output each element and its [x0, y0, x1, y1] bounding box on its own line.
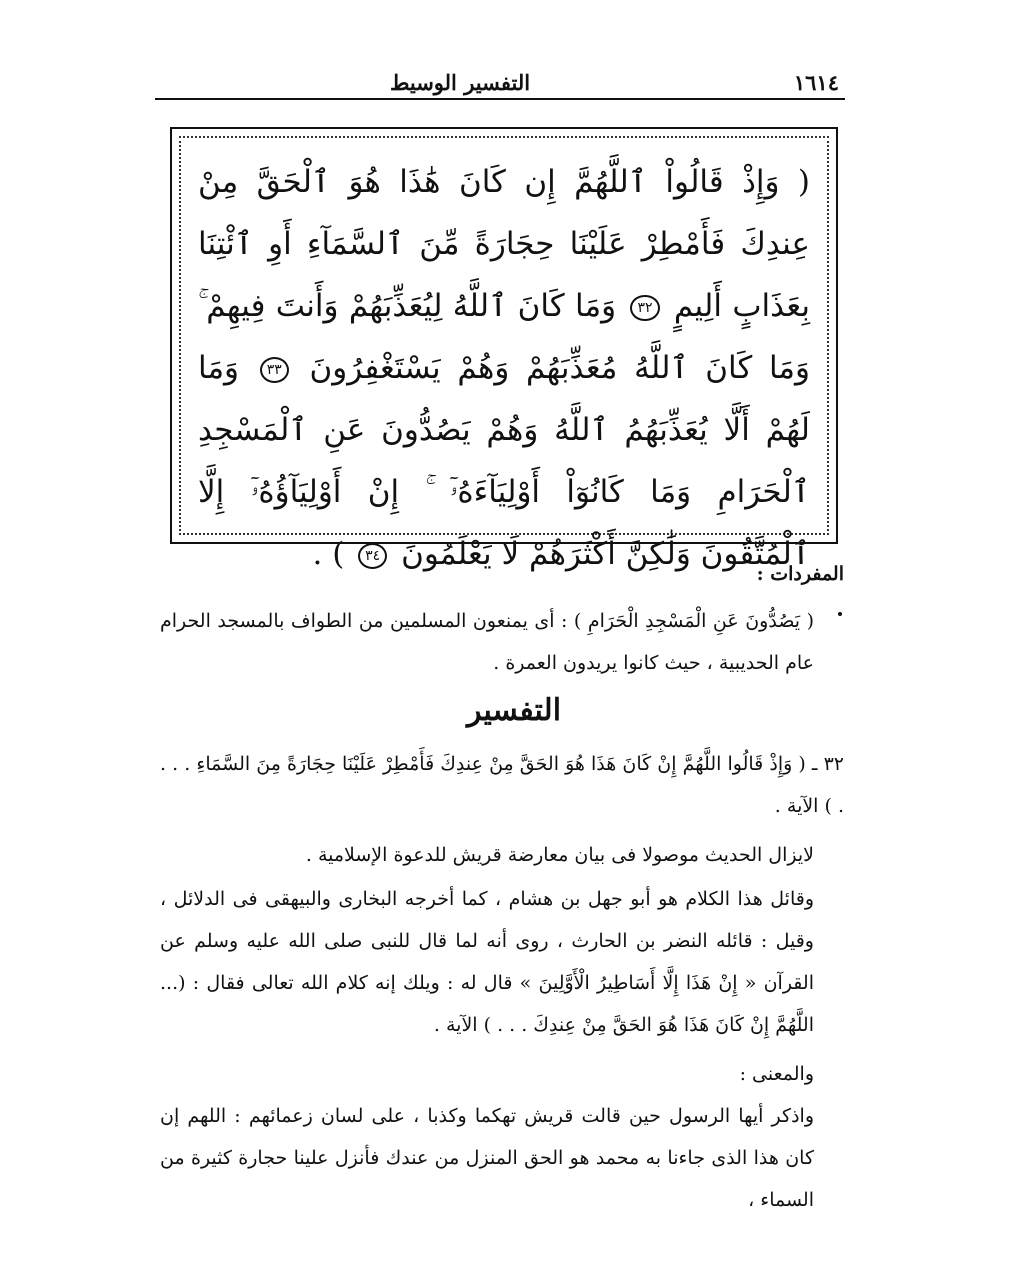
ayah-number-marker: ٣٢: [630, 295, 659, 321]
running-header: [155, 68, 845, 100]
verse-33-text: وَمَا كَانَ ٱللَّهُ لِيُعَذِّبَهُمْ وَأَنتَ فِيهِمْ ۚ وَمَا كَانَ ٱللَّهُ مُعَذِّبَهُمْ وَهُمْ يَسْتَغْفِرُونَ: [198, 288, 810, 386]
page-number: ١٦١٤: [793, 70, 839, 95]
tafsir-verse-quote: ٣٢ ـ ( وَإِذْ قَالُوا اللَّهُمَّ إِنْ كَانَ هَذَا هُوَ الحَقَّ مِنْ عِندِكَ فَأَمْطِرْ عَلَيْنَا حِجَارَةً مِنَ السَّمَاءِ . . . . ) الآية .: [160, 753, 844, 817]
verse-34-text: وَمَا لَهُمْ أَلَّا يُعَذِّبَهُمُ ٱللَّهُ وَهُمْ يَصُدُّونَ عَنِ ٱلْمَسْجِدِ ٱلْحَرَامِ وَمَا كَانُوٓاْ أَوْلِيَآءَهُۥٓ ۚ إِنْ أَوْلِيَآؤُهُۥٓ إِلَّا ٱلْمُتَّقُونَ وَلَٰكِنَّ أَكْثَرَهُمْ لَا يَعْلَمُونَ: [198, 350, 810, 572]
vocabulary-heading: المفردات :: [756, 563, 844, 585]
ayah-number-marker: ٣٤: [358, 543, 387, 569]
section-title: التفسير: [466, 693, 562, 728]
running-title: التفسير الوسيط: [389, 70, 531, 95]
quran-verse-frame: [170, 127, 838, 572]
vocabulary-entry: ( يَصُدُّونَ عَنِ الْمَسْجِدِ الْحَرَامِ ) : أى يمنعون المسلمين من الطواف بالمسجد الحرام عام الحديبية ، حيث كانوا يريدون العمرة .: [160, 610, 814, 674]
tafsir-paragraph: وقائل هذا الكلام هو أبو جهل بن هشام ، كما أخرجه البخارى والبيهقى فى الدلائل ، وقيل : قائله النضر بن الحارث ، روى أنه لما قال للنبى صلى الله عليه وسلم عن القرآن « إِنْ هَذَا إِلَّا أَسَاطِيرُ الْأَوَّلِينَ » قال له : ويلك إنه كلام الله تعالى فقال : (... اللَّهُمَّ إِنْ كَانَ هَذَا هُوَ الحَقَّ مِنْ عِندِكَ . . . ) الآية .: [160, 888, 814, 1036]
verse-closing: ) .: [312, 536, 345, 572]
tafsir-paragraph: لايزال الحديث موصولا فى بيان معارضة قريش للدعوة الإسلامية .: [305, 844, 814, 866]
tafsir-paragraph: واذكر أيها الرسول حين قالت قريش تهكما وكذبا ، على لسان زعمائهم : اللهم إن كان هذا الذى جاءنا به محمد هو الحق المنزل من عندك فأنزل علينا حجارة كثيرة من السماء ،: [160, 1105, 814, 1211]
ayah-number-marker: ٣٣: [260, 357, 289, 383]
tafsir-paragraph: والمعنى :: [739, 1063, 814, 1085]
verse-32-text: ( وَإِذْ قَالُواْ ٱللَّهُمَّ إِن كَانَ هَٰذَا هُوَ ٱلْحَقَّ مِنْ عِندِكَ فَأَمْطِرْ عَلَيْنَا حِجَارَةً مِّنَ ٱلسَّمَآءِ أَوِ ٱئْتِنَا بِعَذَابٍ أَلِيمٍ: [198, 164, 811, 324]
quran-verse-text: [198, 151, 810, 585]
